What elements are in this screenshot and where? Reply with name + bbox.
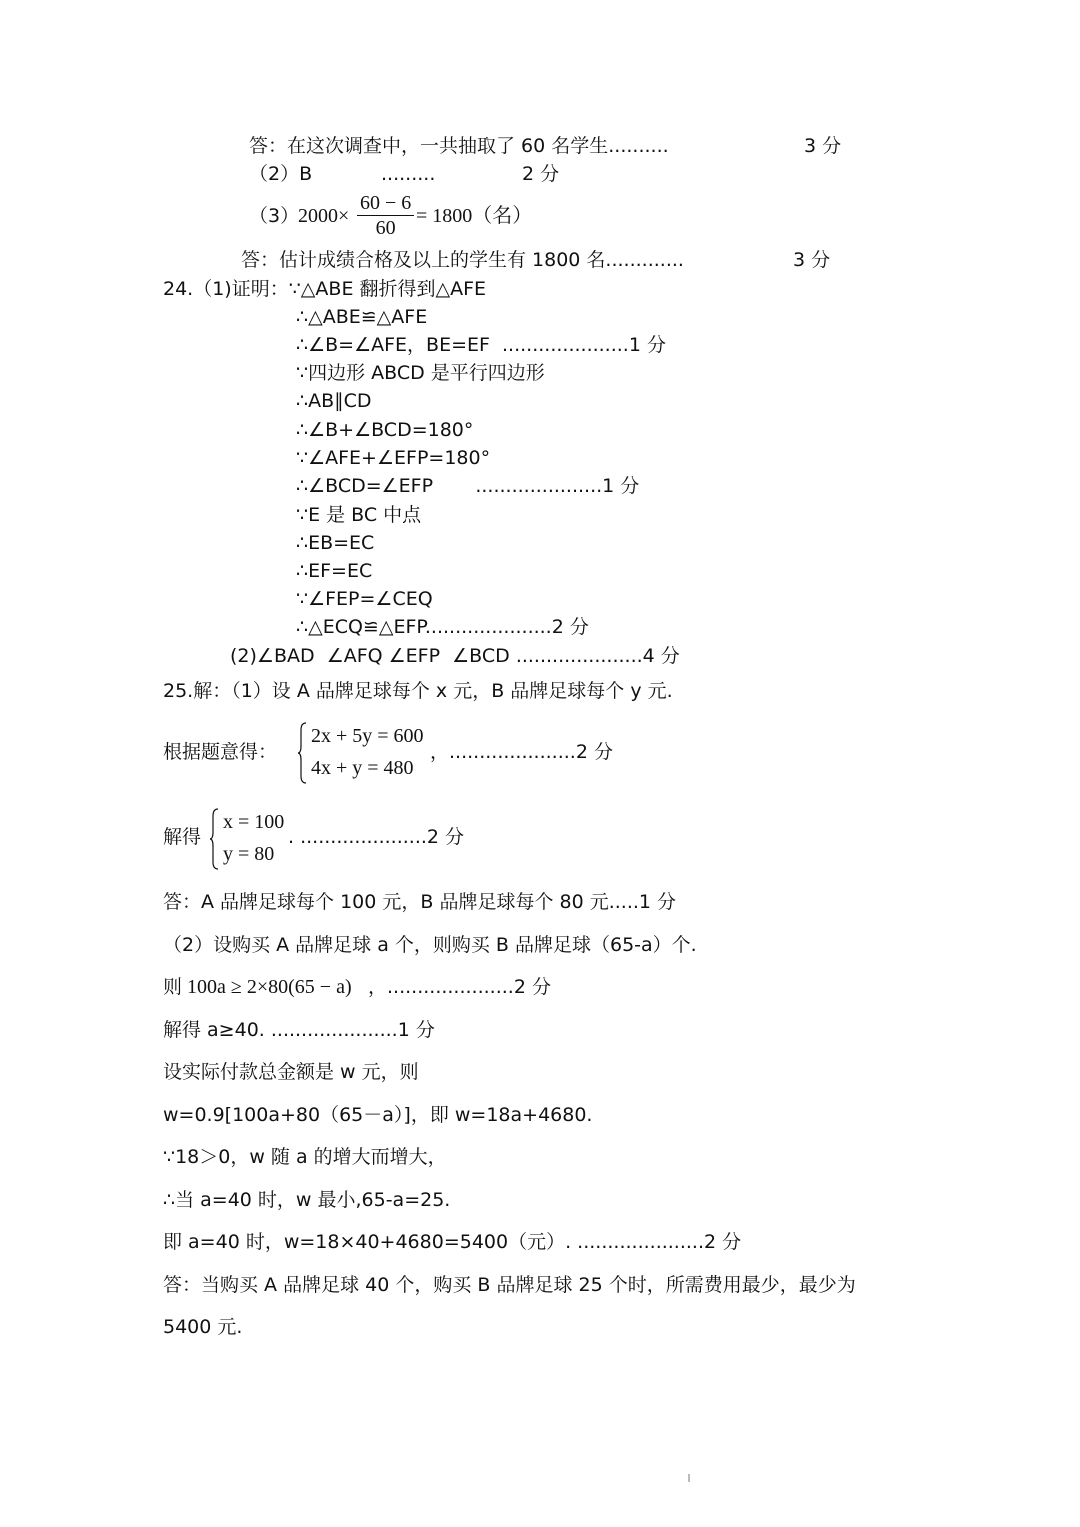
q25-part-2: （2）设购买 A 品牌足球 a 个，则购买 B 品牌足球（65-a）个. [163,934,697,956]
q25-system-2-score: . .....................2 分 [288,826,465,848]
q24-line: ∴∠BCD=∠EFP .....................1 分 [296,475,640,497]
q25-minimum: ∴当 a=40 时，w 最小,65-a=25. [163,1189,451,1211]
q25-intro: 25.解：（1）设 A 品牌足球每个 x 元，B 品牌足球每个 y 元. [163,680,673,702]
q24-line: ∴∠B+∠BCD=180° [296,419,474,441]
brace-icon [297,722,307,784]
q25-system-1-label: 根据题意得： [163,741,278,763]
q25-calculation: 即 a=40 时，w=18×40+4680=5400（元）. .....................2 分 [163,1231,742,1253]
q25-inequality: 100a ≥ 2×80(65 − a) [187,976,352,998]
q24-line: 24.（1)证明：∵△ABE 翻折得到△AFE [163,278,487,300]
q23-part-2: （2）B [249,163,313,185]
q24-line: ∵E 是 BC 中点 [296,504,422,526]
q25-inequality-label: 则 [163,976,183,998]
q25-inequality-score: ，.....................2 分 [368,976,551,998]
q25-final-answer-cont: 5400 元. [163,1316,243,1338]
q23-answer-1: 答：在这次调查中，一共抽取了 60 名学生.......... [249,135,669,157]
q23-score-1: 3 分 [804,135,842,157]
q23-score-3: 3 分 [793,249,831,271]
q25-w-expression: w=0.9[100a+80（65－a）]，即 w=18a+4680. [163,1104,593,1126]
q25-system-1-eq-2: 4x + y = 480 [311,757,414,779]
q25-final-answer: 答：当购买 A 品牌足球 40 个，购买 B 品牌足球 25 个时，所需费用最少，最少为 [163,1274,856,1296]
q25-let-w: 设实际付款总金额是 w 元，则 [163,1061,419,1083]
q23-fraction-denominator: 60 [375,217,396,239]
q24-line: ∴∠B=∠AFE，BE=EF .....................1 分 [296,334,666,356]
q24-line: ∵∠AFE+∠EFP=180° [296,447,491,469]
q25-answer-1: 答：A 品牌足球每个 100 元，B 品牌足球每个 80 元.....1 分 [163,891,677,913]
brace-icon [209,808,219,870]
q24-line: ∵∠FEP=∠CEQ [296,588,433,610]
q23-fraction [357,191,414,240]
q25-system-2-label: 解得 [163,826,202,848]
q25-system-2-eq-1: x = 100 [223,811,285,833]
q25-solve: 解得 a≥40. .....................1 分 [163,1019,435,1041]
q23-answer-3: 答：估计成绩合格及以上的学生有 1800 名............. [241,249,684,271]
q23-part-3-result: = 1800（名） [416,205,533,227]
q25-system-2-eq-2: y = 80 [223,843,275,865]
q23-fraction-numerator: 60 − 6 [357,191,414,216]
scan-mark [688,1474,690,1482]
q23-dots-2: ......... [381,163,436,185]
q25-system-1-eq-1: 2x + 5y = 600 [311,725,424,747]
q24-line: ∴EB=EC [296,532,375,554]
q24-line: ∴△ECQ≌△EFP.....................2 分 [296,616,589,638]
q24-line: ∴AB∥CD [296,390,372,412]
q25-system-1-score: ，.....................2 分 [430,741,613,763]
q23-part-3-label: （3） [249,205,300,227]
q24-line: (2)∠BAD ∠AFQ ∠EFP ∠BCD .....................4 分 [230,645,680,667]
q25-increasing: ∵18＞0，w 随 a 的增大而增大， [163,1146,447,1168]
q23-part-3-pre: 2000× [298,205,350,227]
q24-line: ∴EF=EC [296,560,373,582]
q23-score-2: 2 分 [522,163,560,185]
q24-line: ∵四边形 ABCD 是平行四边形 [296,362,545,384]
q24-line: ∴△ABE≌△AFE [296,306,428,328]
